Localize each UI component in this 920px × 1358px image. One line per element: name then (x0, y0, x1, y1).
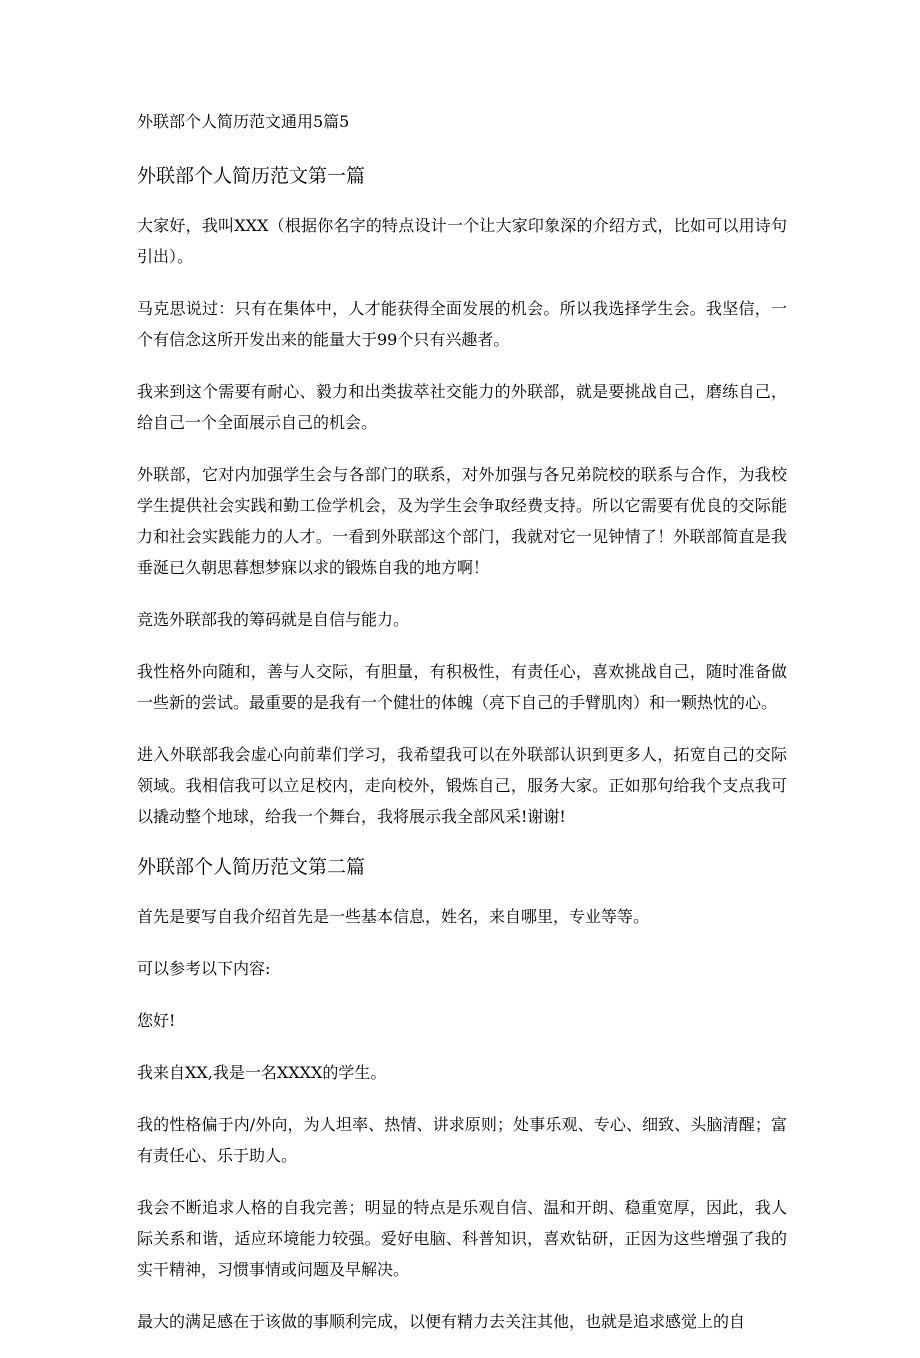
section-1 (137, 162, 787, 832)
paragraph: 我会不断追求人格的自我完善；明显的特点是乐观自信、温和开朗、稳重宽厚，因此，我人际关系和谐，适应环境能力较强。爱好电脑、科普知识，喜欢钻研，正因为这些增强了我的实干精神，习惯事情或问题及早解决。 (137, 1198, 787, 1279)
document-title: 外联部个人简历范文通用5篇5 (137, 112, 350, 131)
document-page (137, 110, 787, 1358)
paragraph: 您好! (137, 1011, 176, 1030)
paragraph: 外联部，它对内加强学生会与各部门的联系，对外加强与各兄弟院校的联系与合作，为我校学生提供社会实践和勤工俭学机会，及为学生会争取经费支持。所以它需要有优良的交际能力和社会实践能力的人才。一看到外联部这个部门，我就对它一见钟情了！外联部简直是我垂涎已久朝思暮想梦寐以求的锻炼自我的地方啊！ (137, 465, 787, 577)
section-heading: 外联部个人简历范文第一篇 (137, 165, 366, 187)
paragraph: 马克思说过：只有在集体中，人才能获得全面发展的机会。所以我选择学生会。我坚信，一个有信念这所开发出来的能量大于99个只有兴趣者。 (137, 299, 787, 349)
paragraph: 首先是要写自我介绍首先是一些基本信息，姓名，来自哪里，专业等等。 (137, 907, 650, 926)
paragraph: 大家好，我叫XXX（根据你名字的特点设计一个让大家印象深的介绍方式，比如可以用诗句引出）。 (137, 216, 787, 266)
section-2 (137, 853, 787, 1337)
paragraph: 我来自XX,我是一名XXXX的学生。 (137, 1063, 387, 1082)
paragraph: 我来到这个需要有耐心、毅力和出类拔萃社交能力的外联部，就是要挑战自己，磨练自己，给自己一个全面展示自己的机会。 (137, 382, 787, 432)
paragraph: 竞选外联部我的筹码就是自信与能力。 (137, 610, 410, 629)
paragraph: 我的性格偏于内/外向，为人坦率、热情、讲求原则；处事乐观、专心、细致、头脑清醒；富有责任心、乐于助人。 (137, 1115, 787, 1165)
section-heading: 外联部个人简历范文第二篇 (137, 856, 366, 878)
paragraph: 可以参考以下内容: (137, 959, 271, 978)
paragraph: 进入外联部我会虚心向前辈们学习，我希望我可以在外联部认识到更多人，拓宽自己的交际领域。我相信我可以立足校内，走向校外，锻炼自己，服务大家。正如那句给我个支点我可以撬动整个地球，给我一个舞台，我将展示我全部风采!谢谢! (137, 745, 787, 826)
paragraph: 我性格外向随和，善与人交际，有胆量，有积极性，有责任心，喜欢挑战自己，随时准备做一些新的尝试。最重要的是我有一个健壮的体魄（亮下自己的手臂肌肉）和一颗热忱的心。 (137, 662, 787, 712)
paragraph: 最大的满足感在于该做的事顺利完成，以便有精力去关注其他，也就是追求感觉上的自 (137, 1312, 746, 1331)
